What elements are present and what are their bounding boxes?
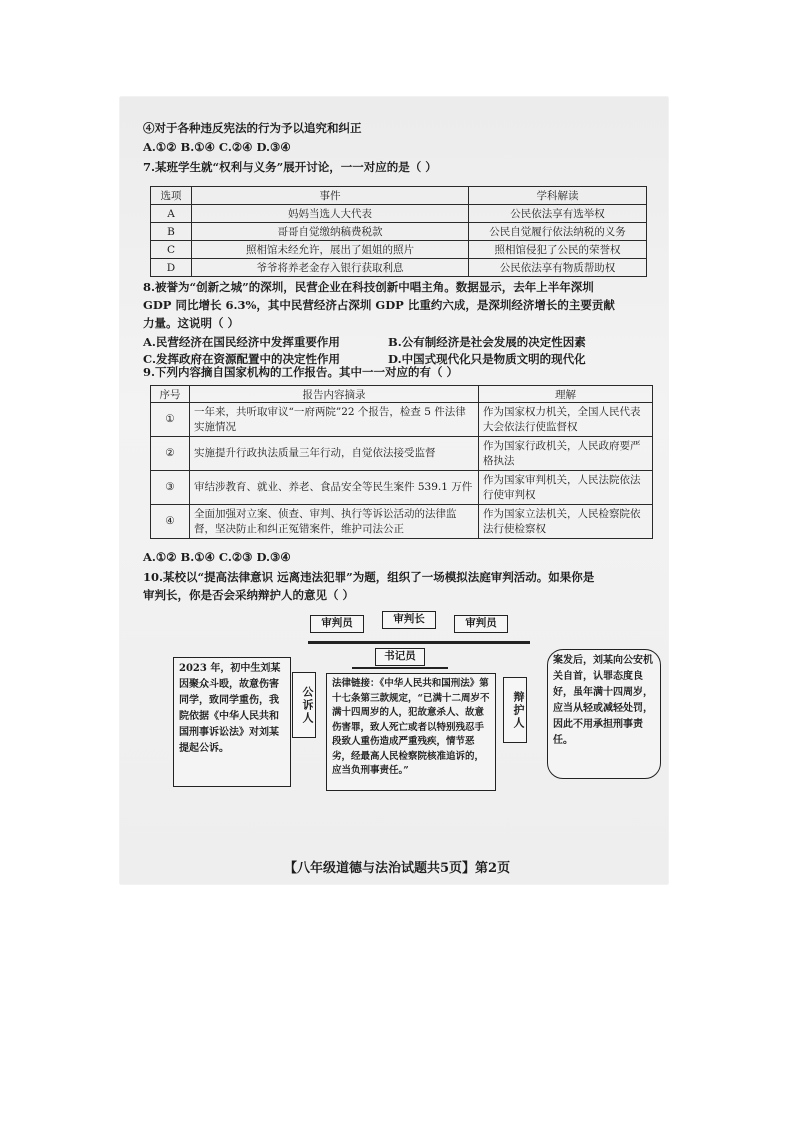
chief-judge-label: 审判长 bbox=[382, 611, 436, 629]
judge-right-label: 审判员 bbox=[454, 615, 508, 633]
q8-option-d: D.中国式现代化只是物质文明的现代化 bbox=[388, 352, 586, 366]
table-row bbox=[151, 437, 653, 471]
q8-line-1: 8.被誉为“创新之城”的深圳，民营企业在科技创新中唱主角。数据显示，去年上半年深圳 bbox=[143, 280, 594, 294]
q9-stem: 9.下列内容摘自国家机构的工作报告。其中一一对应的有（ ） bbox=[143, 365, 459, 379]
table-cell: 一年来，共听取审议“一府两院”22 个报告，检查 5 件法律实施情况 bbox=[190, 403, 479, 437]
table-cell: C bbox=[151, 241, 192, 259]
q7-stem: 7.某班学生就“权利与义务”展开讨论，一一对应的是（ ） bbox=[143, 160, 437, 174]
exam-page bbox=[120, 97, 668, 884]
q10-line-1: 10.某校以“提高法律意识 远离违法犯罪”为题，组织了一场模拟法庭审判活动。如果你是 bbox=[143, 570, 595, 584]
table-header: 理解 bbox=[479, 386, 653, 403]
table-row bbox=[151, 403, 653, 437]
table-header-row bbox=[151, 187, 647, 205]
q9-options: A.①② B.①④ C.②③ D.③④ bbox=[143, 550, 291, 564]
table-row bbox=[151, 505, 653, 539]
table-cell: 妈妈当选人大代表 bbox=[192, 205, 469, 223]
q8-option-b: B.公有制经济是社会发展的决定性因素 bbox=[388, 335, 586, 349]
table-cell: 作为国家立法机关，人民检察院依法行使检察权 bbox=[479, 505, 653, 539]
table-cell: 哥哥自觉缴纳稿费税款 bbox=[192, 223, 469, 241]
table-header: 报告内容摘录 bbox=[190, 386, 479, 403]
q9-table bbox=[150, 385, 653, 539]
judge-left-label: 审判员 bbox=[310, 615, 364, 633]
clerk-desk-line bbox=[352, 667, 448, 669]
q8-option-c: C.发挥政府在资源配置中的决定性作用 bbox=[143, 352, 340, 366]
table-cell: 照相馆侵犯了公民的荣誉权 bbox=[469, 241, 647, 259]
table-cell: B bbox=[151, 223, 192, 241]
prosecutor-label: 公诉人 bbox=[292, 672, 316, 738]
table-row bbox=[151, 471, 653, 505]
table-row bbox=[151, 241, 647, 259]
table-cell: ② bbox=[151, 437, 190, 471]
q8-line-3: 力量。这说明（ ） bbox=[143, 316, 240, 330]
q6-item-4: ④对于各种违反宪法的行为予以追究和纠正 bbox=[143, 121, 362, 135]
table-cell: 作为国家权力机关，全国人民代表大会依法行使监督权 bbox=[479, 403, 653, 437]
table-cell: D bbox=[151, 259, 192, 277]
table-cell: ④ bbox=[151, 505, 190, 539]
law-link-box: 法律链接：《中华人民共和国刑法》第十七条第三款规定，“已满十二周岁不满十四周岁的人，犯故意杀人、故意伤害罪，致人死亡或者以特别残忍手段致人重伤造成严重残疾，情节恶劣，经最高人民检察院核准追诉的，应当负刑事责任。” bbox=[326, 673, 496, 791]
table-row bbox=[151, 223, 647, 241]
table-cell: 公民依法享有物质帮助权 bbox=[469, 259, 647, 277]
table-header: 选项 bbox=[151, 187, 192, 205]
table-cell: 公民自觉履行依法纳税的义务 bbox=[469, 223, 647, 241]
clerk-label: 书记员 bbox=[375, 648, 425, 666]
defender-label: 辩护人 bbox=[503, 677, 527, 743]
q6-options: A.①② B.①④ C.②④ D.③④ bbox=[143, 140, 291, 154]
table-row bbox=[151, 205, 647, 223]
table-cell: 照相馆未经允许，展出了姐姐的照片 bbox=[192, 241, 469, 259]
table-cell: ③ bbox=[151, 471, 190, 505]
judge-bench-line bbox=[308, 641, 530, 644]
q7-table bbox=[150, 186, 647, 277]
q8-line-2: GDP 同比增长 6.3%，其中民营经济占深圳 GDP 比重约六成，是深圳经济增长的主要贡献 bbox=[143, 298, 615, 312]
table-header: 序号 bbox=[151, 386, 190, 403]
q8-option-a: A.民营经济在国民经济中发挥重要作用 bbox=[143, 335, 340, 349]
table-header: 事件 bbox=[192, 187, 469, 205]
defender-statement: 案发后，刘某向公安机关自首，认罪态度良好，虽年满十四周岁，应当从轻或减轻处罚，因此不用承担刑事责任。 bbox=[547, 649, 661, 779]
page-footer: 【八年级道德与法治试题共5页】第2页 bbox=[284, 861, 511, 876]
q10-line-2: 审判长，你是否会采纳辩护人的意见（ ） bbox=[143, 588, 355, 602]
table-cell: 作为国家审判机关，人民法院依法行使审判权 bbox=[479, 471, 653, 505]
table-row bbox=[151, 259, 647, 277]
table-cell: ① bbox=[151, 403, 190, 437]
table-cell: 爷爷将养老金存入银行获取利息 bbox=[192, 259, 469, 277]
prosecutor-statement: 2023 年，初中生刘某因聚众斗殴，故意伤害同学，致同学重伤，我院依据《中华人民共和国刑事诉讼法》对刘某提起公诉。 bbox=[173, 657, 291, 787]
table-header-row bbox=[151, 386, 653, 403]
table-cell: 公民依法享有选举权 bbox=[469, 205, 647, 223]
table-cell: 实施提升行政执法质量三年行动，自觉依法接受监督 bbox=[190, 437, 479, 471]
table-cell: 作为国家行政机关，人民政府要严格执法 bbox=[479, 437, 653, 471]
table-cell: 全面加强对立案、侦查、审判、执行等诉讼活动的法律监督，坚决防止和纠正冤错案件，维护司法公正 bbox=[190, 505, 479, 539]
table-cell: 审结涉教育、就业、养老、食品安全等民生案件 539.1 万件 bbox=[190, 471, 479, 505]
table-header: 学科解读 bbox=[469, 187, 647, 205]
table-cell: A bbox=[151, 205, 192, 223]
